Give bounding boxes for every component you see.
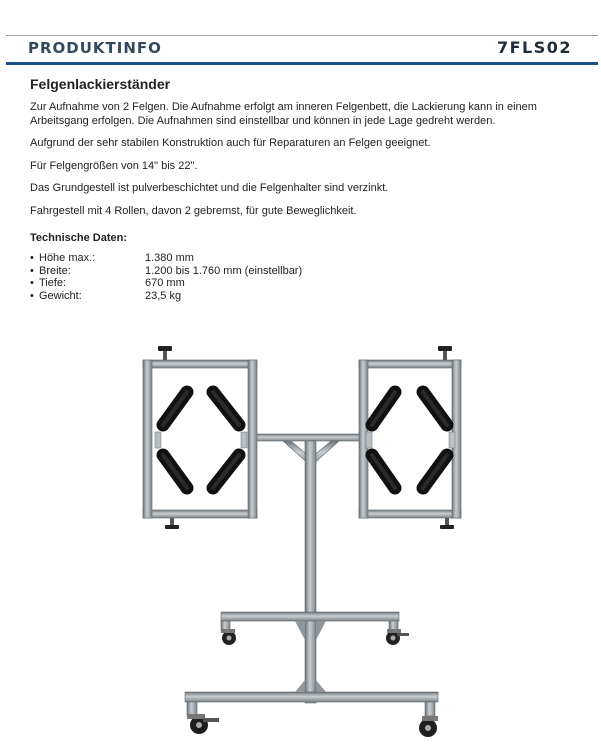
spec-label: Gewicht: xyxy=(39,289,82,302)
spec-row-width xyxy=(30,265,575,278)
spec-value: 1.200 bis 1.760 mm (einstellbar) xyxy=(145,264,303,277)
spec-value: 670 mm xyxy=(145,277,185,289)
bullet: • xyxy=(30,277,34,289)
product-image xyxy=(125,340,480,745)
center-column xyxy=(305,441,316,703)
tech-data-title: Technische Daten: xyxy=(30,232,127,244)
header-bar xyxy=(6,38,598,60)
caster-rear-left xyxy=(221,629,236,645)
product-code: 7FLS02 xyxy=(496,38,572,57)
bullet: • xyxy=(30,289,34,302)
spec-row-weight xyxy=(30,290,575,303)
spec-label: Höhe max.: xyxy=(39,252,96,264)
right-rim-holder xyxy=(359,346,461,529)
paragraph-casters: Fahrgestell mit 4 Rollen, davon 2 gebremst, für gute Beweglichkeit. xyxy=(30,204,357,217)
spec-row-height xyxy=(30,252,575,265)
spec-value: 1.380 mm xyxy=(145,252,194,264)
product-description xyxy=(30,76,575,302)
spec-row-depth xyxy=(30,277,575,290)
caster-front-right xyxy=(419,716,438,737)
product-title: Felgenlackierständer xyxy=(30,76,171,92)
bullet: • xyxy=(30,264,34,277)
header-divider xyxy=(6,62,598,65)
paragraph-coating: Das Grundgestell ist pulverbeschichtet und die Felgenhalter sind verzinkt. xyxy=(30,182,389,194)
paragraph-mounting: Zur Aufnahme von 2 Felgen. Die Aufnahme erfolgt am inneren Felgenbett, die Lackierung kann in einem Arbeitsgang erfolgen. Die Aufnahmen sind einstellbar und können in jede Lage gedreht werden. xyxy=(30,101,537,127)
spec-list xyxy=(30,252,575,302)
spec-label: Tiefe: xyxy=(39,277,67,289)
paragraph-sizes: Für Felgengrößen von 14" bis 22". xyxy=(30,159,198,172)
bullet: • xyxy=(30,252,34,264)
top-divider xyxy=(6,35,598,36)
spec-value: 23,5 kg xyxy=(145,289,182,302)
header-title: PRODUKTINFO xyxy=(28,39,162,57)
caster-front-left xyxy=(187,714,219,734)
caster-rear-right xyxy=(386,629,409,645)
spec-label: Breite: xyxy=(39,264,71,277)
paragraph-construction: Aufgrund der sehr stabilen Konstruktion auch für Reparaturen an Felgen geeignet. xyxy=(30,137,431,149)
left-rim-holder xyxy=(143,346,257,529)
